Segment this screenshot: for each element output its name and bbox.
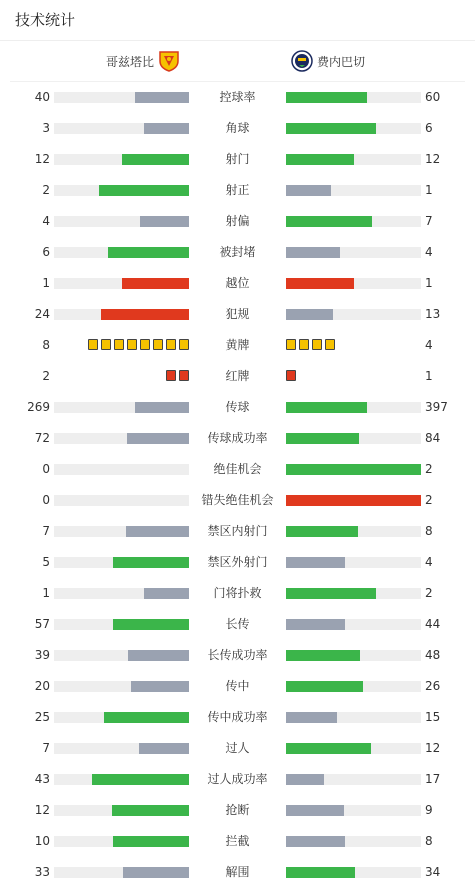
stat-row bbox=[0, 485, 475, 516]
away-stat-bar bbox=[286, 402, 421, 413]
stat-label: 拦截 bbox=[225, 834, 250, 848]
home-stat-bar-fill bbox=[139, 743, 189, 754]
home-stat-value: 269 bbox=[27, 400, 50, 414]
away-stat-bar-fill bbox=[286, 123, 376, 134]
home-stat-bar-fill bbox=[135, 402, 189, 413]
away-stat-bar bbox=[286, 247, 421, 258]
stat-label: 过人成功率 bbox=[207, 772, 268, 786]
away-stat-value: 2 bbox=[425, 493, 433, 507]
away-team-name: 费内巴切 bbox=[317, 54, 366, 69]
stat-row bbox=[0, 454, 475, 485]
away-stat-bar-fill bbox=[286, 216, 372, 227]
home-stat-value: 7 bbox=[42, 524, 50, 538]
yellow-card-icon bbox=[312, 339, 322, 350]
page-title: 技术统计 bbox=[15, 11, 76, 29]
home-stat-bar-fill bbox=[112, 805, 189, 816]
away-stat-value: 1 bbox=[425, 183, 433, 197]
home-stat-value: 33 bbox=[34, 865, 50, 879]
stat-row bbox=[0, 702, 475, 733]
away-stat-bar bbox=[286, 154, 421, 165]
away-stat-bar bbox=[286, 805, 421, 816]
stat-label: 传中 bbox=[225, 679, 250, 693]
home-stat-value: 12 bbox=[34, 152, 50, 166]
away-stat-bar-fill bbox=[286, 247, 340, 258]
stat-row bbox=[0, 640, 475, 671]
home-stat-bar bbox=[54, 619, 189, 630]
away-team[interactable] bbox=[291, 50, 365, 72]
away-stat-value: 8 bbox=[425, 834, 433, 848]
home-stat-value: 43 bbox=[34, 772, 50, 786]
home-stat-bar-fill bbox=[126, 526, 189, 537]
stats-header bbox=[0, 0, 475, 41]
away-stat-bar-fill bbox=[286, 712, 337, 723]
yellow-card-icon bbox=[140, 339, 150, 350]
home-stat-bar bbox=[54, 526, 189, 537]
away-stat-bar-fill bbox=[286, 433, 359, 444]
away-stat-value: 4 bbox=[425, 338, 433, 352]
home-stat-bar bbox=[54, 743, 189, 754]
home-stat-value: 12 bbox=[34, 803, 50, 817]
home-stat-bar bbox=[54, 681, 189, 692]
away-stat-bar bbox=[286, 278, 421, 289]
away-stat-value: 4 bbox=[425, 555, 433, 569]
home-stat-value: 3 bbox=[42, 121, 50, 135]
away-cards bbox=[286, 370, 296, 383]
away-stat-bar bbox=[286, 185, 421, 196]
away-stat-value: 15 bbox=[425, 710, 441, 724]
home-stat-value: 20 bbox=[34, 679, 50, 693]
stat-label: 绝佳机会 bbox=[213, 462, 262, 476]
home-stat-bar-fill bbox=[113, 619, 189, 630]
home-stat-bar-fill bbox=[113, 557, 189, 568]
away-stat-bar-fill bbox=[286, 464, 421, 475]
stat-row bbox=[0, 764, 475, 795]
stat-label: 射正 bbox=[225, 183, 250, 197]
stat-label: 射门 bbox=[225, 152, 250, 166]
home-stat-bar-fill bbox=[135, 92, 189, 103]
home-stat-bar-fill bbox=[128, 650, 189, 661]
away-stat-value: 48 bbox=[425, 648, 441, 662]
home-stat-value: 1 bbox=[42, 586, 50, 600]
stat-label: 错失绝佳机会 bbox=[201, 493, 274, 507]
home-stat-bar bbox=[54, 557, 189, 568]
away-stat-bar-fill bbox=[286, 92, 367, 103]
home-stat-bar-fill bbox=[92, 774, 189, 785]
stat-row bbox=[0, 175, 475, 206]
away-stat-bar bbox=[286, 216, 421, 227]
away-team-crest-icon bbox=[291, 50, 313, 72]
home-stat-bar bbox=[54, 433, 189, 444]
stat-row bbox=[0, 113, 475, 144]
home-stat-bar-fill bbox=[113, 836, 189, 847]
home-stat-value: 57 bbox=[34, 617, 50, 631]
away-stat-bar-fill bbox=[286, 836, 345, 847]
yellow-card-icon bbox=[179, 339, 189, 350]
home-stat-value: 2 bbox=[42, 369, 50, 383]
red-card-icon bbox=[166, 370, 176, 381]
away-stat-bar-fill bbox=[286, 650, 360, 661]
stat-label: 门将扑救 bbox=[213, 586, 262, 600]
stat-label: 抢断 bbox=[225, 803, 250, 817]
away-stat-bar bbox=[286, 588, 421, 599]
stat-label: 传中成功率 bbox=[207, 710, 268, 724]
home-team-name: 哥兹塔比 bbox=[105, 54, 154, 69]
yellow-card-icon bbox=[325, 339, 335, 350]
home-stat-bar bbox=[54, 402, 189, 413]
away-stat-bar-fill bbox=[286, 681, 363, 692]
home-stat-bar-fill bbox=[123, 867, 189, 878]
home-stat-bar bbox=[54, 154, 189, 165]
home-stat-bar bbox=[54, 588, 189, 599]
away-stat-bar bbox=[286, 526, 421, 537]
away-stat-value: 4 bbox=[425, 245, 433, 259]
home-stat-bar bbox=[54, 309, 189, 320]
away-stat-value: 2 bbox=[425, 586, 433, 600]
yellow-card-icon bbox=[299, 339, 309, 350]
stat-row bbox=[0, 733, 475, 764]
stat-label: 禁区外射门 bbox=[207, 555, 268, 569]
home-stat-bar bbox=[54, 650, 189, 661]
stat-label: 禁区内射门 bbox=[207, 524, 268, 538]
home-stat-value: 0 bbox=[42, 462, 50, 476]
away-stat-bar bbox=[286, 867, 421, 878]
home-stat-value: 4 bbox=[42, 214, 50, 228]
away-stat-value: 6 bbox=[425, 121, 433, 135]
home-stat-bar bbox=[54, 247, 189, 258]
stat-row bbox=[0, 299, 475, 330]
home-stat-value: 1 bbox=[42, 276, 50, 290]
home-stat-value: 39 bbox=[34, 648, 50, 662]
stat-row bbox=[0, 361, 475, 392]
away-stat-bar-fill bbox=[286, 557, 345, 568]
yellow-card-icon bbox=[166, 339, 176, 350]
home-stat-bar-fill bbox=[144, 123, 189, 134]
home-team-crest-icon bbox=[158, 50, 180, 72]
home-stat-value: 40 bbox=[34, 90, 50, 104]
yellow-card-icon bbox=[127, 339, 137, 350]
home-stat-bar bbox=[54, 867, 189, 878]
home-stat-bar-fill bbox=[99, 185, 189, 196]
stat-label: 解围 bbox=[225, 865, 250, 879]
yellow-card-icon bbox=[286, 339, 296, 350]
stat-label: 越位 bbox=[225, 276, 250, 290]
home-stat-value: 5 bbox=[42, 555, 50, 569]
away-stat-bar-fill bbox=[286, 278, 354, 289]
away-stat-value: 9 bbox=[425, 803, 433, 817]
home-stat-bar bbox=[54, 712, 189, 723]
stat-row bbox=[0, 144, 475, 175]
stat-row bbox=[0, 609, 475, 640]
yellow-card-icon bbox=[114, 339, 124, 350]
home-stat-bar-fill bbox=[122, 278, 190, 289]
home-stat-value: 10 bbox=[34, 834, 50, 848]
home-stat-value: 2 bbox=[42, 183, 50, 197]
home-stat-value: 72 bbox=[34, 431, 50, 445]
away-stat-bar-fill bbox=[286, 526, 358, 537]
away-stat-value: 34 bbox=[425, 865, 441, 879]
away-stat-value: 84 bbox=[425, 431, 441, 445]
home-stat-bar bbox=[54, 774, 189, 785]
away-stat-bar bbox=[286, 433, 421, 444]
away-stat-bar-fill bbox=[286, 309, 333, 320]
home-stat-bar bbox=[54, 123, 189, 134]
home-stat-bar bbox=[54, 464, 189, 475]
away-stat-bar bbox=[286, 836, 421, 847]
stat-row bbox=[0, 206, 475, 237]
home-stat-bar-fill bbox=[104, 712, 189, 723]
stat-row bbox=[0, 857, 475, 888]
stat-row bbox=[0, 268, 475, 299]
stat-row bbox=[0, 671, 475, 702]
yellow-card-icon bbox=[88, 339, 98, 350]
stat-row bbox=[0, 578, 475, 609]
away-stat-bar-fill bbox=[286, 619, 345, 630]
home-cards bbox=[88, 339, 189, 352]
away-stat-value: 60 bbox=[425, 90, 441, 104]
stat-row bbox=[0, 237, 475, 268]
away-stat-value: 397 bbox=[425, 400, 448, 414]
stat-row bbox=[0, 330, 475, 361]
red-card-icon bbox=[179, 370, 189, 381]
away-stat-value: 8 bbox=[425, 524, 433, 538]
stat-label: 过人 bbox=[225, 741, 250, 755]
stat-row bbox=[0, 547, 475, 578]
home-stat-value: 0 bbox=[42, 493, 50, 507]
home-stat-bar bbox=[54, 278, 189, 289]
away-stat-bar bbox=[286, 495, 421, 506]
home-stat-bar bbox=[54, 495, 189, 506]
away-stat-bar bbox=[286, 92, 421, 103]
stat-label: 射偏 bbox=[225, 214, 250, 228]
home-cards bbox=[166, 370, 189, 383]
away-stat-value: 26 bbox=[425, 679, 441, 693]
home-team[interactable] bbox=[106, 50, 180, 72]
home-stat-bar bbox=[54, 805, 189, 816]
away-stat-bar-fill bbox=[286, 805, 344, 816]
stat-label: 角球 bbox=[225, 121, 250, 135]
home-stat-value: 25 bbox=[34, 710, 50, 724]
home-stat-bar-fill bbox=[131, 681, 189, 692]
away-stat-value: 12 bbox=[425, 741, 441, 755]
away-stat-bar bbox=[286, 681, 421, 692]
stat-label: 黄牌 bbox=[225, 338, 250, 352]
away-stat-value: 44 bbox=[425, 617, 441, 631]
home-stat-value: 7 bbox=[42, 741, 50, 755]
stat-label: 长传 bbox=[225, 617, 250, 631]
away-stat-value: 1 bbox=[425, 369, 433, 383]
away-stat-value: 2 bbox=[425, 462, 433, 476]
stat-row bbox=[0, 826, 475, 857]
away-stat-bar bbox=[286, 743, 421, 754]
away-stat-bar-fill bbox=[286, 402, 367, 413]
stat-row bbox=[0, 392, 475, 423]
away-stat-bar bbox=[286, 557, 421, 568]
home-stat-bar-fill bbox=[144, 588, 189, 599]
home-stat-bar bbox=[54, 185, 189, 196]
yellow-card-icon bbox=[153, 339, 163, 350]
away-stat-bar-fill bbox=[286, 154, 354, 165]
away-stat-bar-fill bbox=[286, 774, 324, 785]
home-stat-value: 24 bbox=[34, 307, 50, 321]
away-stat-bar-fill bbox=[286, 743, 371, 754]
teams-bar bbox=[10, 41, 465, 82]
stat-row bbox=[0, 423, 475, 454]
away-stat-value: 1 bbox=[425, 276, 433, 290]
home-stat-bar-fill bbox=[122, 154, 190, 165]
stat-row bbox=[0, 795, 475, 826]
away-stat-value: 17 bbox=[425, 772, 441, 786]
stat-label: 红牌 bbox=[225, 369, 250, 383]
home-stat-value: 6 bbox=[42, 245, 50, 259]
stat-label: 传球成功率 bbox=[207, 431, 268, 445]
away-stat-bar bbox=[286, 650, 421, 661]
home-stat-bar bbox=[54, 92, 189, 103]
home-stat-bar-fill bbox=[108, 247, 189, 258]
stat-row bbox=[0, 82, 475, 113]
stat-label: 犯规 bbox=[225, 307, 250, 321]
stat-label: 传球 bbox=[225, 400, 250, 414]
away-stat-value: 13 bbox=[425, 307, 441, 321]
stat-label: 被封堵 bbox=[219, 245, 256, 259]
away-stat-bar-fill bbox=[286, 867, 355, 878]
home-stat-bar bbox=[54, 216, 189, 227]
stat-label: 控球率 bbox=[219, 90, 256, 104]
away-stat-bar-fill bbox=[286, 185, 331, 196]
away-stat-bar bbox=[286, 309, 421, 320]
away-stat-bar bbox=[286, 123, 421, 134]
stat-label: 长传成功率 bbox=[207, 648, 268, 662]
home-stat-bar bbox=[54, 836, 189, 847]
away-stat-bar-fill bbox=[286, 495, 421, 506]
away-stat-bar bbox=[286, 712, 421, 723]
home-stat-bar-fill bbox=[140, 216, 189, 227]
away-stat-value: 7 bbox=[425, 214, 433, 228]
away-cards bbox=[286, 339, 335, 352]
red-card-icon bbox=[286, 370, 296, 381]
home-stat-bar-fill bbox=[127, 433, 189, 444]
away-stat-bar bbox=[286, 619, 421, 630]
stat-row bbox=[0, 516, 475, 547]
away-stat-bar bbox=[286, 774, 421, 785]
away-stat-value: 12 bbox=[425, 152, 441, 166]
home-stat-value: 8 bbox=[42, 338, 50, 352]
away-stat-bar bbox=[286, 464, 421, 475]
yellow-card-icon bbox=[101, 339, 111, 350]
home-stat-bar-fill bbox=[101, 309, 189, 320]
away-stat-bar-fill bbox=[286, 588, 376, 599]
